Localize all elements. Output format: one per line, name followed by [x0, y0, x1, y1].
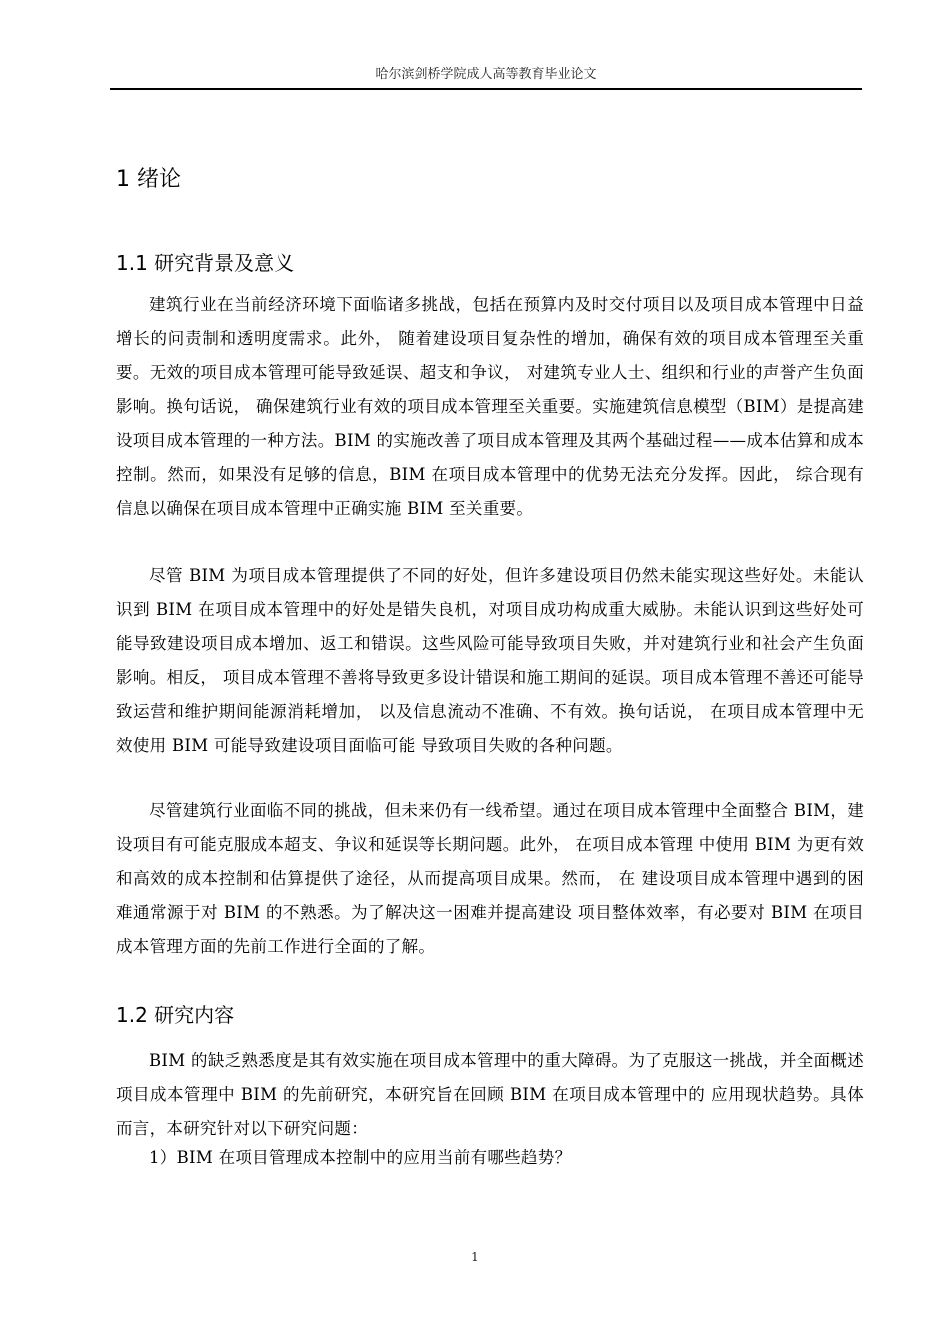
paragraph-background-3: 尽管建筑行业面临不同的挑战，但未来仍有一线希望。通过在项目成本管理中全面整合 BIM，建设项目有可能克服成本超支、争议和延误等长期问题。此外， 在项目成本管理 中使用 BIM 为更有效和高效的成本控制和估算提供了途径，从而提高项目成果。然而， 在 建设项目成本管理中遇到的困难通常源于对 BIM 的不熟悉。为了解决这一困难并提高建设 项目整体效率，有必要对 BIM 在项目成本管理方面的先前工作进行全面的了解。 [116, 801, 864, 956]
research-question-1: 1）BIM 在项目管理成本控制中的应用当前有哪些趋势？ [149, 1148, 572, 1167]
paragraph-background-2: 尽管 BIM 为项目成本管理提供了不同的好处，但许多建设项目仍然未能实现这些好处。未能认识到 BIM 在项目成本管理中的好处是错失良机，对项目成功构成重大威胁。未能认识到这些好处可能导致建设项目成本增加、返工和错误。这些风险可能导致项目失败，并对建筑行业和社会产生负面影响。相反， 项目成本管理不善将导致更多设计错误和施工期间的延误。项目成本管理不善还可能导致运营和维护期间能源消耗增加， 以及信息流动不准确、不有效。换句话说， 在项目成本管理中无效使用 BIM 可能导致建设项目面临可能 导致项目失败的各种问题。 [116, 566, 864, 755]
page-number: 1 [471, 1250, 479, 1264]
paragraph-content-1: BIM 的缺乏熟悉度是其有效实施在项目成本管理中的重大障碍。为了克服这一挑战，并全面概述项目成本管理中 BIM 的先前研究，本研究旨在回顾 BIM 在项目成本管理中的 应用现状趋势。具体而言，本研究针对以下研究问题： [116, 1051, 864, 1138]
section-title-background: 1.1 研究背景及意义 [116, 251, 295, 275]
page-header: 哈尔滨剑桥学院成人高等教育毕业论文 [375, 67, 597, 82]
chapter-title: 1 绪论 [116, 167, 181, 192]
paragraph-background-1: 建筑行业在当前经济环境下面临诸多挑战，包括在预算内及时交付项目以及项目成本管理中日益增长的问责制和透明度需求。此外， 随着建设项目复杂性的增加，确保有效的项目成本管理至关重要。无效的项目成本管理可能导致延误、超支和争议， 对建筑专业人士、组织和行业的声誉产生负面影响。换句话说， 确保建筑行业有效的项目成本管理至关重要。实施建筑信息模型（BIM）是提高建设项目成本管理的一种方法。BIM 的实施改善了项目成本管理及其两个基础过程——成本估算和成本控制。然而，如果没有足够的信息，BIM 在项目成本管理中的优势无法充分发挥。因此， 综合现有信息以确保在项目成本管理中正确实施 BIM 至关重要。 [116, 295, 864, 518]
section-title-content: 1.2 研究内容 [116, 1003, 235, 1027]
header-rule [110, 88, 862, 90]
